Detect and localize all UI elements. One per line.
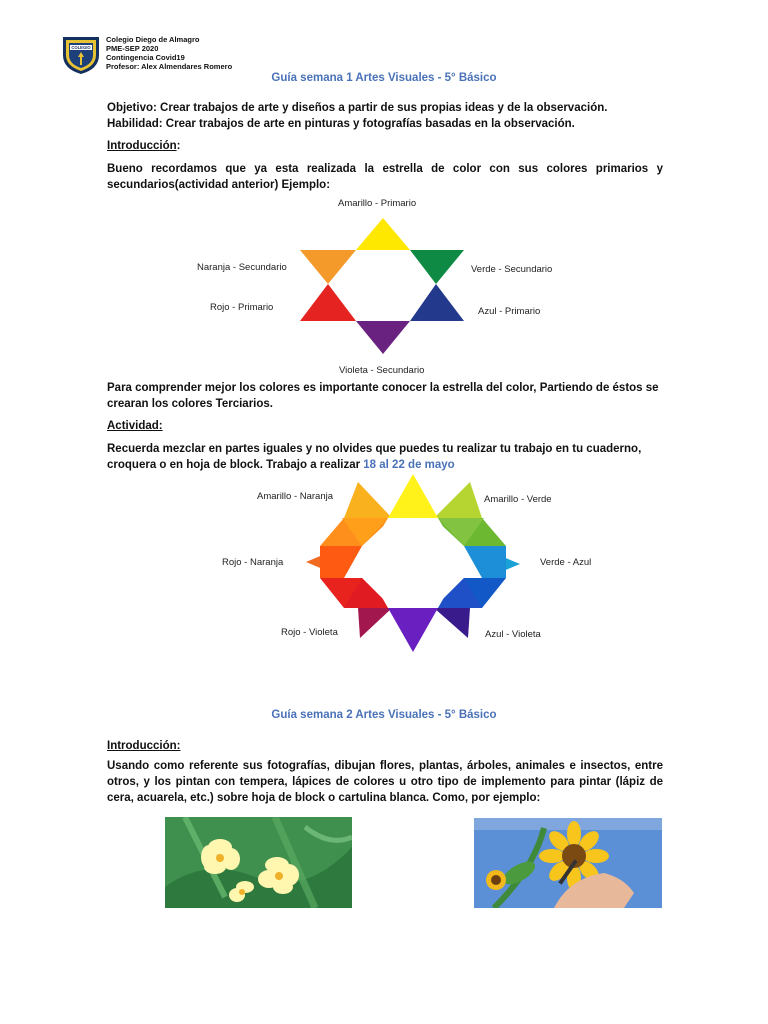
skill-text: Crear trabajos de arte en pinturas y fotografías basadas en la observación. xyxy=(162,118,575,130)
star1-label-upper-right: Verde - Secundario xyxy=(471,264,553,275)
star1-label-bottom: Violeta - Secundario xyxy=(339,365,425,376)
week2-intro-paragraph: Usando como referente sus fotografías, dibujan flores, plantas, árboles, animales e insectos, entre otros, y los pintan con tempera, lápices de colores u otro tipo de implemento para pintar (lápiz de cera, acuarela, etc.) sobre hoja de block o cartulina blanca. Como, por ejemplo: xyxy=(107,760,663,804)
star1-label-top: Amarillo - Primario xyxy=(338,198,417,209)
star2-yellow xyxy=(388,474,438,518)
star1-yellow xyxy=(356,218,410,250)
activity-text: Recuerda mezclar en partes iguales y no olvides que puedes tu realizar tu trabajo en tu cuaderno, croquera o en hoja de block. Trabajo a realizar xyxy=(107,443,642,471)
context-line: Contingencia Covid19 xyxy=(106,53,185,62)
star1-label-lower-left: Rojo - Primario xyxy=(210,302,274,313)
example-flowers-painting xyxy=(165,817,352,908)
activity-dates: 18 al 22 de mayo xyxy=(363,459,455,471)
objective-line xyxy=(107,100,663,116)
star2-label-yellow-orange: Amarillo - Naranja xyxy=(257,491,334,502)
objective-label: Objetivo: xyxy=(107,102,157,114)
intro-heading-text: Introducción xyxy=(107,140,177,152)
objective-text: Crear trabajos de arte y diseños a partir de sus propias ideas y de la observación. xyxy=(156,102,608,114)
star2-red-violet xyxy=(358,608,392,638)
star2-violet xyxy=(388,608,438,652)
star1-red xyxy=(300,284,356,321)
star2-label-red-violet: Rojo - Violeta xyxy=(281,627,338,638)
star2-yellow-green xyxy=(434,482,482,518)
activity-heading-text: Actividad: xyxy=(107,420,163,432)
intro-paragraph: Bueno recordamos que ya esta realizada la estrella de color con sus colores primarios y secundarios(actividad anterior) Ejemplo: xyxy=(107,163,663,191)
week2-title: Guía semana 2 Artes Visuales - 5° Básico xyxy=(271,709,497,721)
activity-heading xyxy=(107,418,663,434)
header-block xyxy=(106,35,232,71)
star2-yellow-orange xyxy=(344,482,392,518)
star1-green xyxy=(410,250,464,284)
star2-label-red-orange: Rojo - Naranja xyxy=(222,557,284,568)
star1-label-lower-right: Azul - Primario xyxy=(478,306,541,317)
star2-label-yellow-green: Amarillo - Verde xyxy=(484,494,552,505)
activity-paragraph xyxy=(107,441,663,473)
week1-title: Guía semana 1 Artes Visuales - 5° Básico xyxy=(271,72,497,84)
skill-line xyxy=(107,116,663,132)
intro-heading-colon: : xyxy=(176,140,181,152)
logo-text: COLEGIO xyxy=(71,45,91,51)
week2-intro-heading-text: Introducción: xyxy=(107,740,181,752)
school-logo xyxy=(60,35,102,75)
intro-heading xyxy=(107,138,663,154)
star1-violet xyxy=(356,321,410,354)
program-line: PME-SEP 2020 xyxy=(106,44,159,53)
skill-label: Habilidad: xyxy=(107,118,163,130)
teacher-line: Profesor: Alex Almendares Romero xyxy=(106,62,233,71)
school-name: Colegio Diego de Almagro xyxy=(106,35,200,44)
star1-blue xyxy=(410,284,464,321)
example-sunflower-painting xyxy=(474,818,662,908)
star2-label-blue-violet: Azul - Violeta xyxy=(485,629,541,640)
star2-label-green-blue: Verde - Azul xyxy=(540,557,592,568)
star1-orange xyxy=(300,250,356,284)
star2-blue-violet xyxy=(434,608,470,638)
star1-label-upper-left: Naranja - Secundario xyxy=(197,262,287,273)
after-star-paragraph: Para comprender mejor los colores es importante conocer la estrella del color, Partiendo de éstos se crearan los colores Terciarios. xyxy=(107,382,659,410)
color-star-primary-secondary xyxy=(298,212,468,358)
week2-intro-heading xyxy=(107,738,663,754)
